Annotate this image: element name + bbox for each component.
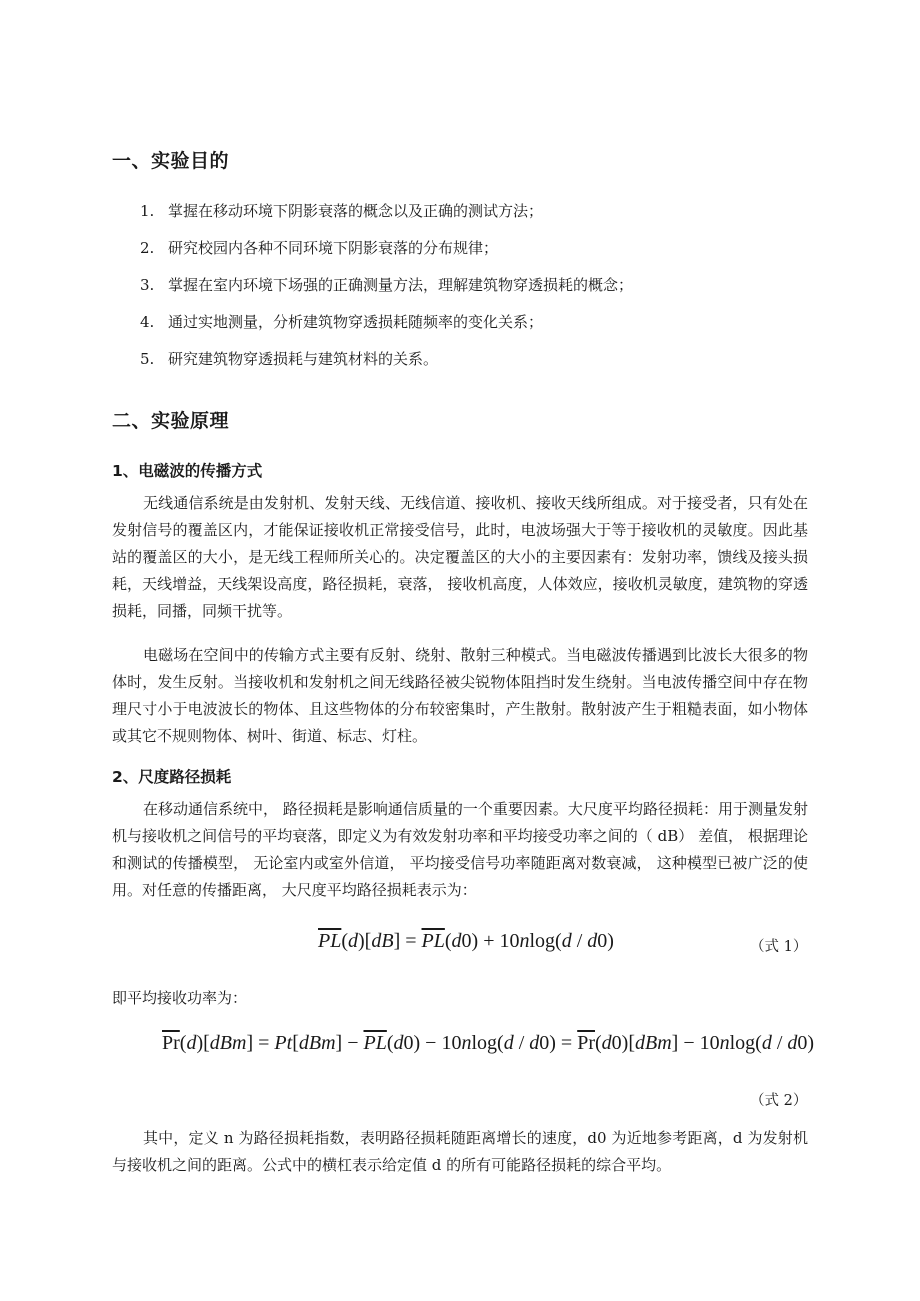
list-text: 通过实地测量，分析建筑物穿透损耗随频率的变化关系； [168, 313, 544, 331]
list-number: 3. [140, 276, 155, 294]
list-number: 4. [140, 313, 155, 331]
list-item [140, 237, 498, 258]
paragraph-propagation-1 [112, 490, 808, 625]
paragraph-text: 电磁场在空间中的传输方式主要有反射、绕射、散射三种模式。当电磁波传播遇到比波长大很多的物体时，发生反射。当接收机和发射机之间无线路径被尖锐物体阻挡时发生绕射。当电波传播空间中存在物理尺寸小于电波波长的物体、且这些物体的分布较密集时，产生散射。散射波产生于粗糙表面，如小物体或其它不规则物体、树叶、街道、标志、灯柱。 [112, 646, 808, 745]
list-number: 5. [140, 350, 155, 368]
equation-2-label: （式 2） [750, 1093, 808, 1109]
section-heading-principles: 二、实验原理 [112, 410, 230, 432]
section-heading-objectives: 一、实验目的 [112, 150, 230, 172]
paragraph-text: 在移动通信系统中， 路径损耗是影响通信质量的一个重要因素。大尺度平均路径损耗：用于测量发射机与接收机之间信号的平均衰落，即定义为有效发射功率和平均接受功率之间的（ dB） 差值， 根据理论和测试的传播模型， 无论室内或室外信道， 平均接受信号功率随距离对数衰减， 这种模型已被广泛的使用。对任意的传播距离， 大尺度平均路径损耗表示为： [112, 800, 808, 899]
paragraph-path-loss [112, 796, 808, 904]
subsection-heading-path-loss: 2、尺度路径损耗 [112, 768, 232, 786]
list-text: 研究建筑物穿透损耗与建筑材料的关系。 [168, 350, 439, 368]
list-text: 研究校园内各种不同环境下阴影衰落的分布规律； [168, 239, 499, 257]
paragraph-between-equations: 即平均接收功率为： [112, 989, 248, 1007]
subsection-heading-propagation: 1、电磁波的传播方式 [112, 462, 263, 480]
list-text: 掌握在移动环境下阴影衰落的概念以及正确的测试方法； [168, 202, 544, 220]
paragraph-text: 无线通信系统是由发射机、发射天线、无线信道、接收机、接收天线所组成。对于接受者，只有处在发射信号的覆盖区内，才能保证接收机正常接受信号，此时，电波场强大于等于接收机的灵敏度。因此基站的覆盖区的大小，是无线工程师所关心的。决定覆盖区的大小的主要因素有：发射功率，馈线及接头损耗，天线增益，天线架设高度，路径损耗，衰落， 接收机高度，人体效应，接收机灵敏度，建筑物的穿透损耗，同播，同频干扰等。 [112, 494, 808, 620]
equation-1: $\overline{PL}(d)[dB] = \overline{PL}(d0) + 10nlog(d / d0)$ [318, 930, 614, 952]
paragraph-text: 其中，定义 n 为路径损耗指数，表明路径损耗随距离增长的速度，d0 为近地参考距离，d 为发射机与接收机之间的距离。公式中的横杠表示给定值 d 的所有可能路径损耗的综合平均。 [112, 1129, 808, 1174]
list-number: 2. [140, 239, 155, 257]
paragraph-definitions [112, 1125, 808, 1179]
list-item [140, 200, 543, 221]
list-number: 1. [140, 202, 155, 220]
list-item [140, 348, 438, 369]
equation-2: $\overline{Pr}(d)[dBm] = Pt[dBm] - \overline{PL}(d0) - 10nlog(d / d0) = \overline{Pr}(d0)[dBm] - 10nlog(d / d0)$ [162, 1032, 815, 1054]
list-item [140, 311, 543, 332]
paragraph-propagation-2 [112, 642, 808, 750]
list-item [140, 274, 633, 295]
equation-1-label: （式 1） [750, 939, 808, 955]
list-text: 掌握在室内环境下场强的正确测量方法，理解建筑物穿透损耗的概念； [168, 276, 634, 294]
